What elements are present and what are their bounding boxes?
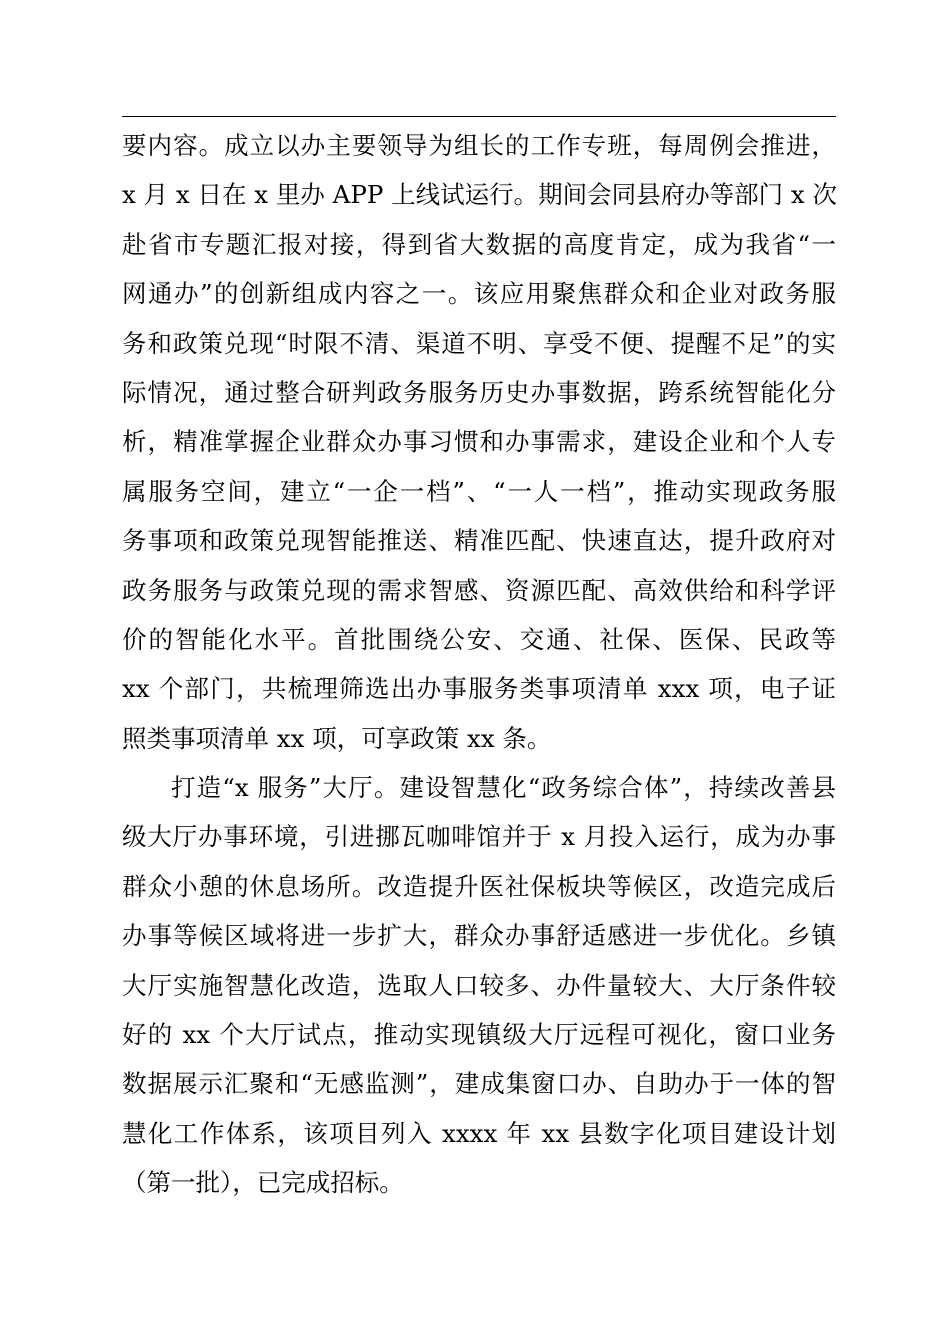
text-line: 属服务空间，建立“一企一档”、“一人一档”，推动实现政务服 (122, 476, 836, 506)
text-line: 析，精准掌握企业群众办事习惯和办事需求，建设企业和个人专 (122, 427, 836, 457)
text-line: 办事等候区域将进一步扩大，群众办事舒适感进一步优化。乡镇 (122, 921, 836, 951)
text-line: 数据展示汇聚和“无感监测”，建成集窗口办、自助办于一体的智 (122, 1069, 836, 1099)
text-line: 价的智能化水平。首批围绕公安、交通、社保、医保、民政等 (122, 624, 836, 654)
text-line: 群众小憩的休息场所。改造提升医社保板块等候区，改造完成后 (122, 871, 836, 901)
header-rule (122, 116, 836, 117)
text-line: 慧化工作体系，该项目列入 xxxx 年 xx 县数字化项目建设计划 (122, 1118, 836, 1148)
text-line: 大厅实施智慧化改造，选取人口较多、办件量较大、大厅条件较 (122, 970, 836, 1000)
text-line: 照类事项清单 xx 项，可享政策 xx 条。 (122, 723, 552, 753)
document-body (122, 121, 836, 1208)
text-line: 际情况，通过整合研判政务服务历史办事数据，跨系统智能化分 (122, 377, 836, 407)
text-line: 政务服务与政策兑现的需求智感、资源匹配、高效供给和科学评 (122, 575, 836, 605)
text-line: 打造“x 服务”大厅。建设智慧化“政务综合体”，持续改善县 (171, 773, 836, 803)
text-line: 网通办”的创新组成内容之一。该应用聚焦群众和企业对政务服 (122, 279, 836, 309)
text-line: 要内容。成立以办主要领导为组长的工作专班，每周例会推进， (122, 131, 836, 160)
text-line: （第一批），已完成招标。 (122, 1168, 404, 1198)
text-line: 好的 xx 个大厅试点，推动实现镇级大厅远程可视化，窗口业务 (122, 1020, 836, 1050)
text-line: 务和政策兑现“时限不清、渠道不明、享受不便、提醒不足”的实 (122, 328, 836, 358)
paragraph-1 (122, 121, 836, 763)
paragraph-2 (122, 763, 836, 1208)
text-line: x 月 x 日在 x 里办 APP 上线试运行。期间会同县府办等部门 x 次 (122, 180, 838, 210)
text-line: xx 个部门，共梳理筛选出办事服务类事项清单 xxx 项，电子证 (122, 674, 836, 704)
text-line: 务事项和政策兑现智能推送、精准匹配、快速直达，提升政府对 (122, 526, 836, 556)
text-line: 级大厅办事环境，引进挪瓦咖啡馆并于 x 月投入运行，成为办事 (122, 822, 836, 852)
text-line: 赴省市专题汇报对接，得到省大数据的高度肯定，成为我省“一 (122, 229, 836, 259)
